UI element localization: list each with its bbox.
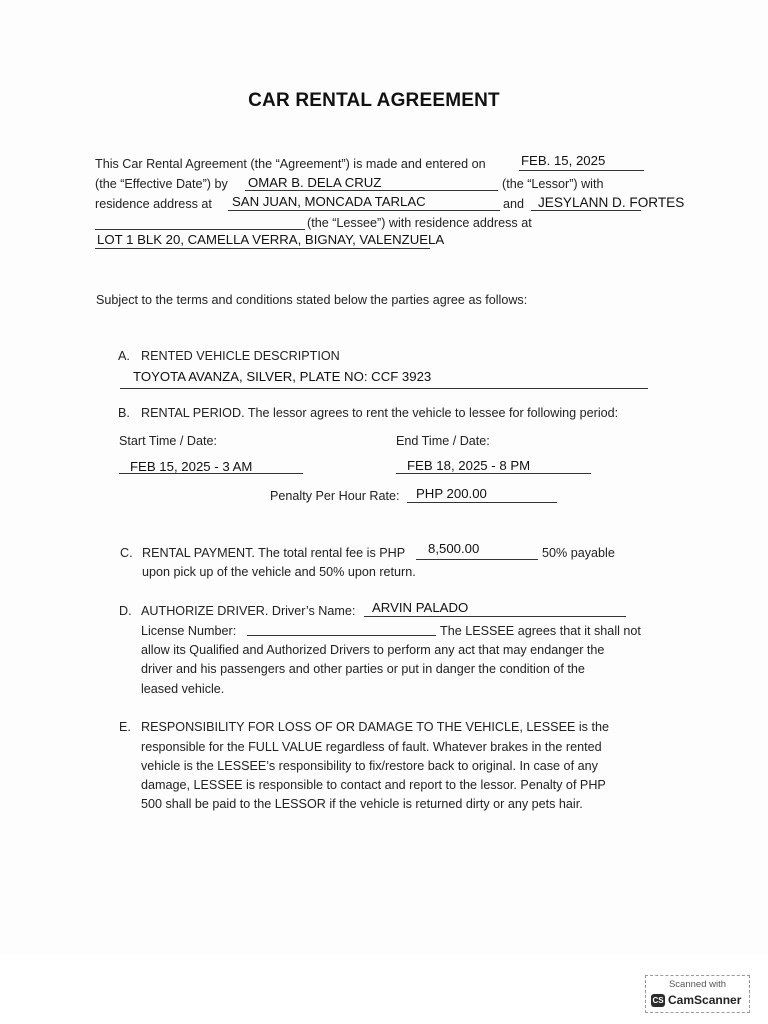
section-c-line2: upon pick up of the vehicle and 50% upon return. — [142, 565, 416, 579]
intro-line1: This Car Rental Agreement (the “Agreement”) is made and entered on — [95, 157, 486, 171]
lessee-continued-underline — [95, 229, 305, 230]
section-a-letter: A. — [118, 349, 130, 363]
section-d-line2-suffix: The LESSEE agrees that it shall not — [440, 624, 641, 638]
intro-line2-suffix: (the “Lessor”) with — [502, 177, 604, 191]
lessor-address-underline — [228, 210, 500, 211]
section-d-line3: allow its Qualified and Authorized Drivers to perform any act that may endanger the — [141, 643, 605, 657]
section-c-line1: RENTAL PAYMENT. The total rental fee is PHP — [142, 546, 406, 560]
driver-name-value: ARVIN PALADO — [372, 600, 469, 615]
end-time-value: FEB 18, 2025 - 8 PM — [407, 458, 531, 473]
license-number-underline — [247, 635, 436, 636]
vehicle-description-value: TOYOTA AVANZA, SILVER, PLATE NO: CCF 3923 — [133, 369, 432, 384]
rental-fee-value: 8,500.00 — [428, 541, 480, 556]
section-d-line5: leased vehicle. — [141, 682, 225, 696]
section-b-letter: B. — [118, 406, 130, 420]
intro-line2: (the “Effective Date”) by — [95, 177, 228, 191]
effective-date-underline — [519, 170, 644, 171]
section-c-line1-suffix: 50% payable — [542, 546, 615, 560]
penalty-rate-value: PHP 200.00 — [416, 486, 487, 501]
license-number-label: License Number: — [141, 624, 237, 638]
penalty-rate-underline — [407, 502, 557, 503]
section-b-text: RENTAL PERIOD. The lessor agrees to rent the vehicle to lessee for following period: — [141, 406, 619, 420]
section-e-line1: RESPONSIBILITY FOR LOSS OF OR DAMAGE TO THE VEHICLE, LESSEE is the — [141, 720, 609, 734]
document-title: CAR RENTAL AGREEMENT — [248, 90, 500, 111]
section-e-line4: damage, LESSEE is responsible to contact and report to the lessor. Penalty of PHP — [141, 778, 606, 792]
start-time-value: FEB 15, 2025 - 3 AM — [130, 459, 253, 474]
section-e-letter: E. — [119, 720, 131, 734]
section-e-line5: 500 shall be paid to the LESSOR if the vehicle is returned dirty or any pets hair. — [141, 797, 583, 811]
effective-date-value: FEB. 15, 2025 — [521, 153, 606, 168]
subject-line: Subject to the terms and conditions stated below the parties agree as follows: — [96, 293, 528, 307]
rental-fee-underline — [416, 559, 538, 560]
camscanner-logo-icon: CS — [652, 996, 664, 1005]
driver-name-underline — [364, 616, 626, 617]
lessee-address-value: LOT 1 BLK 20, CAMELLA VERRA, BIGNAY, VALENZUELA — [97, 232, 445, 247]
start-time-label: Start Time / Date: — [119, 434, 217, 448]
intro-line4: (the “Lessee”) with residence address at — [307, 216, 532, 230]
intro-and: and — [503, 197, 525, 211]
end-time-underline — [396, 473, 591, 474]
camscanner-watermark — [645, 975, 750, 1013]
section-d-line4: driver and his passengers and other parties or put in danger the condition of the — [141, 662, 585, 676]
lessee-name-value: JESYLANN D. FORTES — [538, 195, 685, 210]
section-c-letter: C. — [120, 546, 133, 560]
lessor-name-underline — [245, 190, 498, 191]
lessor-name-value: OMAR B. DELA CRUZ — [248, 175, 382, 190]
penalty-rate-label: Penalty Per Hour Rate: — [270, 489, 400, 503]
camscanner-name: CamScanner — [668, 993, 742, 1007]
lessee-address-underline — [95, 248, 430, 249]
lessor-address-value: SAN JUAN, MONCADA TARLAC — [232, 194, 426, 209]
driver-name-label: AUTHORIZE DRIVER. Driver’s Name: — [141, 604, 356, 618]
intro-line3: residence address at — [95, 197, 212, 211]
end-time-label: End Time / Date: — [396, 434, 490, 448]
vehicle-description-underline — [120, 388, 648, 389]
section-e-line2: responsible for the FULL VALUE regardless of fault. Whatever brakes in the rented — [141, 740, 602, 754]
section-d-letter: D. — [119, 604, 132, 618]
section-e-line3: vehicle is the LESSEE’s responsibility to fix/restore back to original. In case of any — [141, 759, 598, 773]
section-a-heading: RENTED VEHICLE DESCRIPTION — [141, 349, 340, 363]
lessee-name-underline — [531, 210, 641, 211]
start-time-underline — [119, 473, 303, 474]
scanned-with-text: Scanned with — [668, 979, 727, 990]
